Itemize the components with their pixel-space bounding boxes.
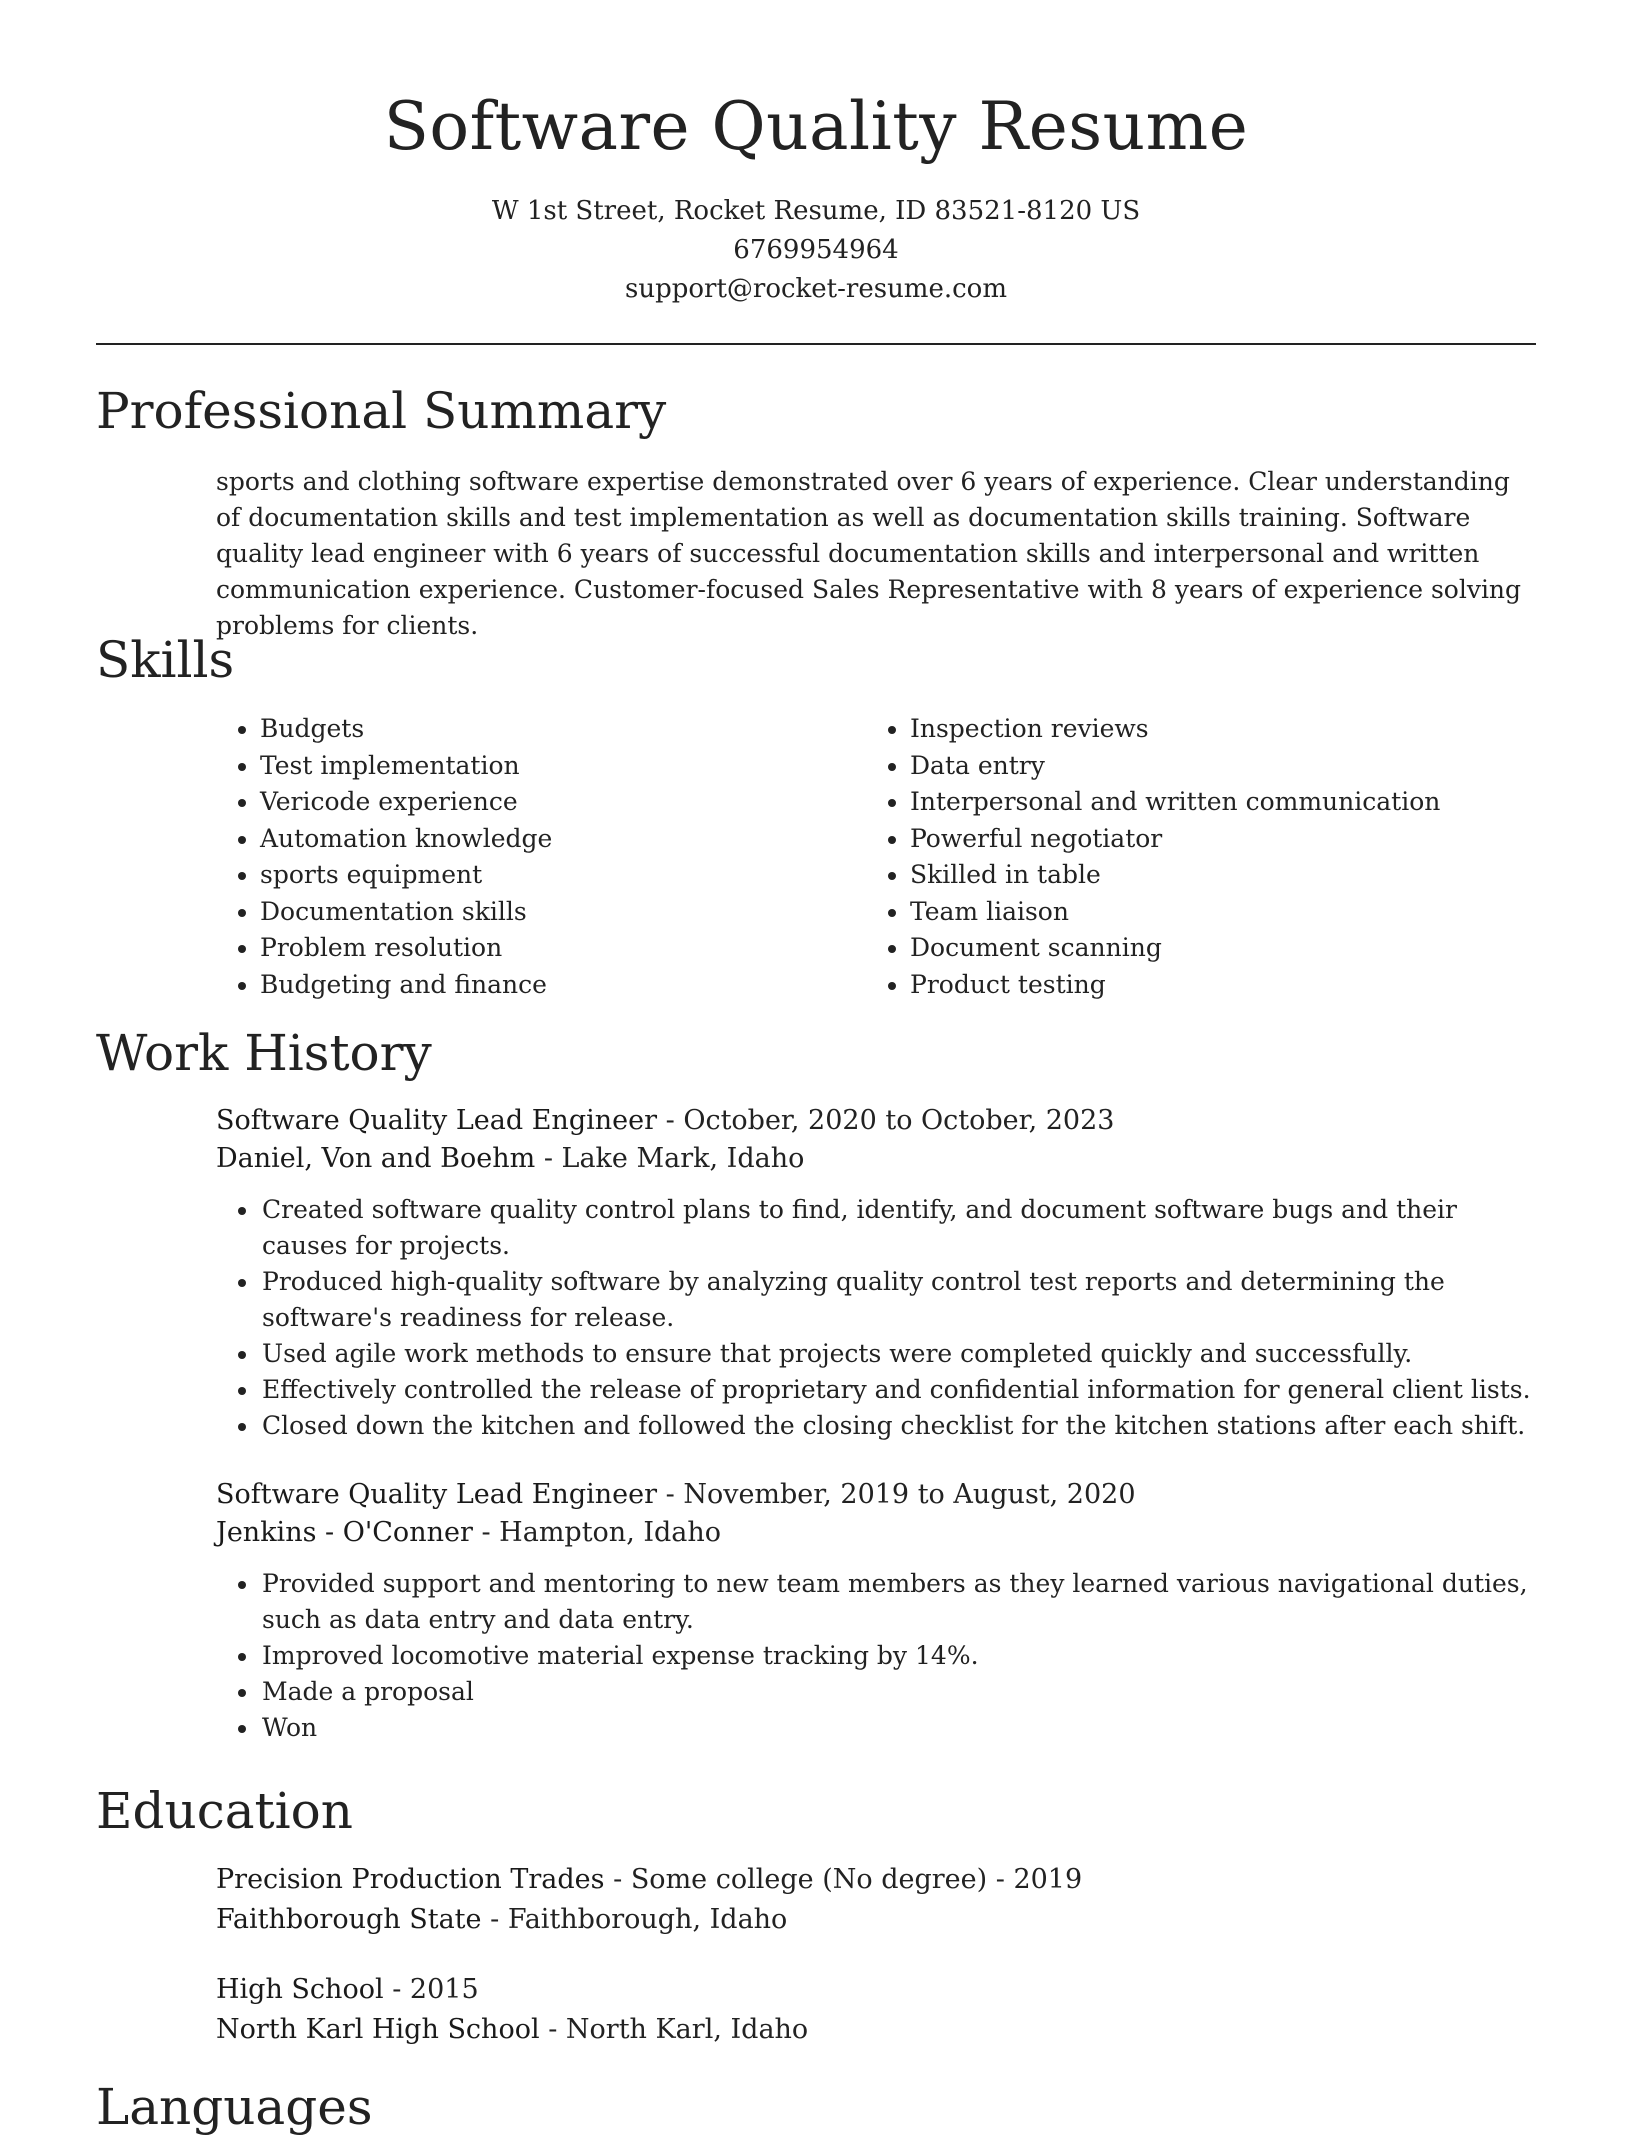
work-history-section (96, 1020, 1536, 1746)
education-school: Faithborough State (216, 1904, 482, 1935)
job-location: Hampton, Idaho (499, 1517, 722, 1548)
summary-text: sports and clothing software expertise demonstrated over 6 years of experience. Clear understanding of documentation skills and test implementation as well as documentation skills training. Software quality lead engineer with 6 years of successful documentation skills and interpersonal and written communication experience. Customer-focused Sales Representative with 8 years of experience solving problems for clients. (216, 467, 1522, 640)
education-school: North Karl High School (216, 2014, 540, 2045)
summary-heading: Professional Summary (96, 382, 667, 440)
job-entry (216, 1102, 1536, 1444)
education-section (96, 1778, 1536, 2050)
skill-item: • Product testing (910, 967, 1536, 1004)
education-degree: Some college (No degree) (630, 1864, 988, 1895)
resume-header (96, 0, 1536, 309)
education-entry (216, 1970, 1536, 2050)
job-bullet: • Used agile work methods to ensure that projects were completed quickly and successfully. (260, 1336, 1536, 1372)
job-company-line: Daniel, Von and Boehm - Lake Mark, Idaho (216, 1143, 805, 1174)
languages-heading: Languages (96, 2078, 373, 2136)
skill-item: • Skilled in table (910, 857, 1536, 894)
education-program: Precision Production Trades (216, 1864, 605, 1895)
education-school-line: Faithborough State - Faithborough, Idaho (216, 1904, 788, 1935)
job-title-line: Software Quality Lead Engineer - November, 2019 to August, 2020 (216, 1479, 1136, 1510)
job-bullets (216, 1566, 1536, 1746)
skill-item: • Budgeting and finance (260, 967, 886, 1004)
skill-item: • Team liaison (910, 894, 1536, 931)
contact-info (96, 192, 1536, 309)
job-company-line: Jenkins - O'Conner - Hampton, Idaho (216, 1517, 722, 1548)
address: W 1st Street, Rocket Resume, ID 83521-8120 US (491, 196, 1141, 226)
education-year: 2015 (409, 1974, 479, 2005)
education-program-line: High School - 2015 (216, 1974, 479, 2005)
skill-item: • Inspection reviews (910, 711, 1536, 748)
education-location: Faithborough, Idaho (507, 1904, 788, 1935)
work-history-heading: Work History (96, 1024, 432, 1082)
skills-column-left (216, 711, 886, 1003)
job-position: Software Quality Lead Engineer (216, 1479, 657, 1510)
skill-item: • Problem resolution (260, 930, 886, 967)
email: support@rocket-resume.com (624, 274, 1007, 304)
job-dates: November, 2019 to August, 2020 (683, 1479, 1136, 1510)
skill-item: • Document scanning (910, 930, 1536, 967)
skill-item: • Test implementation (260, 748, 886, 785)
job-dates: October, 2020 to October, 2023 (683, 1105, 1115, 1136)
education-heading: Education (96, 1782, 353, 1840)
header-divider (96, 343, 1536, 345)
job-bullet: • Created software quality control plans to find, identify, and document software bugs and their causes for projects. (260, 1192, 1536, 1264)
skills-heading: Skills (96, 631, 235, 689)
skill-item: • Interpersonal and written communication (910, 784, 1536, 821)
skills-section (96, 627, 1536, 1003)
education-program: High School (216, 1974, 384, 2005)
skill-item: • Powerful negotiator (910, 821, 1536, 858)
job-bullet: • Produced high-quality software by analyzing quality control test reports and determining the software's readiness for release. (260, 1264, 1536, 1336)
job-bullets (216, 1192, 1536, 1444)
education-entry (216, 1860, 1536, 1940)
job-bullet: • Effectively controlled the release of proprietary and confidential information for general client lists. (260, 1372, 1536, 1408)
job-location: Lake Mark, Idaho (561, 1143, 805, 1174)
phone: 6769954964 (733, 235, 899, 265)
skill-item: • Documentation skills (260, 894, 886, 931)
job-bullet: • Improved locomotive material expense tracking by 14%. (260, 1638, 1536, 1674)
job-bullet: • Made a proposal (260, 1674, 1536, 1710)
job-company: Jenkins - O'Conner (216, 1517, 473, 1548)
education-school-line: North Karl High School - North Karl, Idaho (216, 2014, 809, 2045)
resume-title: Software Quality Resume (383, 88, 1249, 165)
summary-section (96, 378, 1536, 644)
job-bullet: • Won (260, 1710, 1536, 1746)
job-title-line: Software Quality Lead Engineer - October, 2020 to October, 2023 (216, 1105, 1115, 1136)
languages-section (96, 2074, 1536, 2140)
skills-list (216, 711, 1536, 1003)
resume-page (96, 0, 1536, 2136)
job-company: Daniel, Von and Boehm (216, 1143, 536, 1174)
job-bullet: • Closed down the kitchen and followed the closing checklist for the kitchen stations after each shift. (260, 1408, 1536, 1444)
job-bullet: • Provided support and mentoring to new team members as they learned various navigational duties, such as data entry and data entry. (260, 1566, 1536, 1638)
education-location: North Karl, Idaho (565, 2014, 809, 2045)
job-entry (216, 1476, 1536, 1746)
skill-item: • sports equipment (260, 857, 886, 894)
skill-item: • Data entry (910, 748, 1536, 785)
skill-item: • Budgets (260, 711, 886, 748)
job-position: Software Quality Lead Engineer (216, 1105, 657, 1136)
skills-column-right (886, 711, 1536, 1003)
education-program-line: Precision Production Trades - Some college (No degree) - 2019 (216, 1864, 1083, 1895)
skill-item: • Automation knowledge (260, 821, 886, 858)
skill-item: • Vericode experience (260, 784, 886, 821)
education-year: 2019 (1013, 1864, 1083, 1895)
